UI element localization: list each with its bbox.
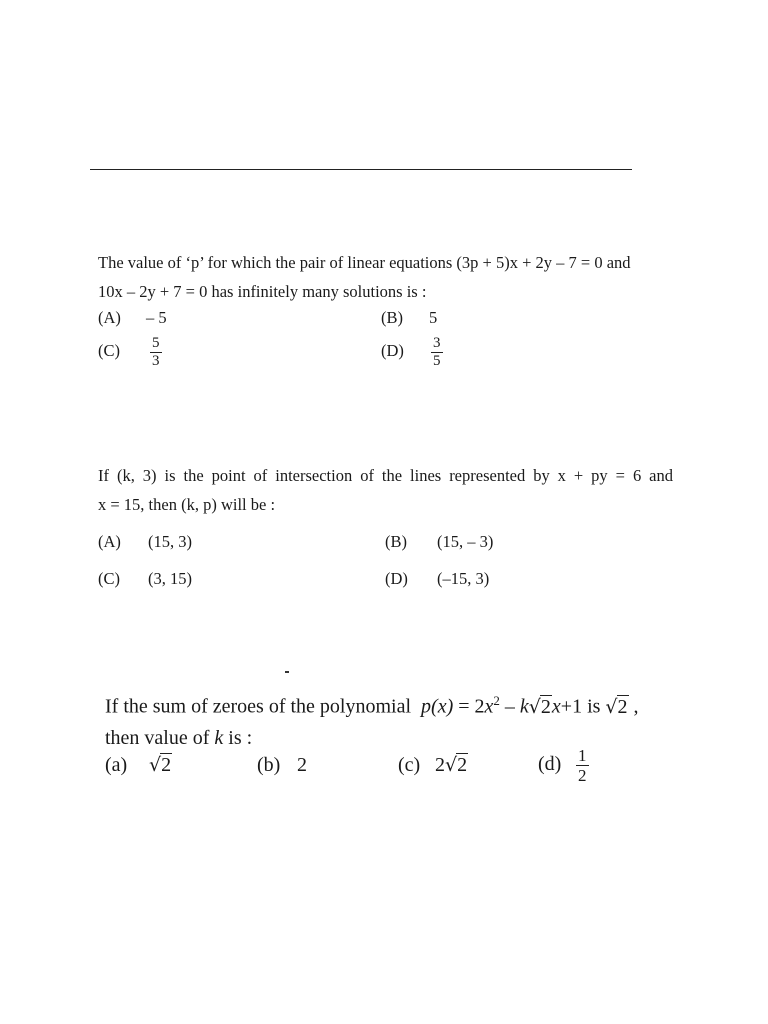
stem-text: , xyxy=(628,695,639,718)
fraction-numerator: 1 xyxy=(578,746,587,765)
question-3 xyxy=(105,685,705,785)
sqrt-sign: √ xyxy=(528,695,541,718)
option-value: 2 xyxy=(297,754,307,776)
option-label: (d) xyxy=(538,753,562,776)
fraction xyxy=(431,336,443,369)
question-2-option-d[interactable] xyxy=(385,569,489,589)
question-1-option-d[interactable] xyxy=(381,336,443,369)
question-1-stem xyxy=(98,248,673,306)
question-1-stem-line-1: The value of ‘p’ for which the pair of linear equations (3p + 5)x + 2y – 7 = 0 and xyxy=(98,253,631,272)
stem-text: then value of xyxy=(105,726,215,749)
question-3-stem xyxy=(105,685,705,754)
question-2 xyxy=(98,461,673,588)
fraction-denominator: 2 xyxy=(578,766,587,785)
option-value: (–15, 3) xyxy=(437,569,490,588)
sqrt xyxy=(445,754,468,777)
question-1-option-b[interactable] xyxy=(381,308,437,328)
polynomial-exponent: 2 xyxy=(493,693,500,708)
question-1-stem-line-2: 10x – 2y + 7 = 0 has infinitely many solutions is : xyxy=(98,282,427,301)
question-2-stem-line-1: If (k, 3) is the point of intersection of the lines represented by x + py = 6 and xyxy=(98,466,673,485)
question-3-option-b[interactable] xyxy=(257,754,307,777)
option-label: (B) xyxy=(385,532,407,551)
polynomial-variable: x xyxy=(484,695,494,718)
sqrt-radicand: 2 xyxy=(457,754,468,776)
question-3-option-c[interactable] xyxy=(398,754,468,777)
sqrt-radicand: 2 xyxy=(617,695,628,718)
option-label: (A) xyxy=(98,532,121,551)
fraction xyxy=(150,336,162,369)
option-label: (C) xyxy=(98,569,120,588)
sqrt-radicand: 2 xyxy=(540,695,551,718)
polynomial-tail: +1 xyxy=(560,695,583,718)
question-2-option-b[interactable] xyxy=(385,532,493,552)
fraction xyxy=(576,747,589,784)
polynomial-minus: – xyxy=(499,695,520,718)
sqrt xyxy=(605,692,628,723)
fraction-numerator: 3 xyxy=(433,335,441,351)
polynomial-equals: = 2 xyxy=(453,695,485,718)
option-label: (D) xyxy=(381,341,404,361)
sqrt-sign: √ xyxy=(605,695,618,718)
option-label: (c) xyxy=(398,754,421,776)
option-value: (15, 3) xyxy=(148,532,192,551)
question-2-option-c[interactable] xyxy=(98,569,192,589)
option-value: – 5 xyxy=(146,308,167,327)
question-2-option-a[interactable] xyxy=(98,532,192,552)
question-3-stem-line-1 xyxy=(105,685,705,723)
option-label: (B) xyxy=(381,308,403,327)
stem-text: If the sum of zeroes of the polynomial xyxy=(105,695,412,718)
sqrt xyxy=(149,754,172,777)
question-1 xyxy=(98,248,673,369)
stem-text: is xyxy=(582,695,606,718)
top-divider-line xyxy=(90,169,632,170)
sqrt-sign: √ xyxy=(149,754,162,776)
stem-text: is : xyxy=(223,726,253,749)
sqrt-sign: √ xyxy=(445,754,458,776)
variable-k: k xyxy=(214,726,224,749)
option-coefficient: 2 xyxy=(435,754,445,776)
stray-mark xyxy=(285,671,289,673)
option-label: (A) xyxy=(98,308,121,327)
fraction-denominator: 3 xyxy=(152,353,160,369)
sqrt xyxy=(529,692,552,723)
option-label: (D) xyxy=(385,569,408,588)
question-1-option-c[interactable] xyxy=(98,336,162,369)
polynomial-name: p(x) xyxy=(421,695,454,718)
option-label: (b) xyxy=(257,754,281,776)
option-label: (C) xyxy=(98,341,120,361)
question-3-option-d[interactable] xyxy=(538,747,589,784)
option-label: (a) xyxy=(105,754,128,776)
question-2-stem xyxy=(98,461,673,519)
fraction-denominator: 5 xyxy=(433,353,441,369)
option-value: 5 xyxy=(429,308,438,327)
sqrt-radicand: 2 xyxy=(161,754,172,776)
question-2-stem-line-2: x = 15, then (k, p) will be : xyxy=(98,495,276,514)
question-3-option-a[interactable] xyxy=(105,754,172,777)
polynomial-k: k xyxy=(519,695,529,718)
option-value: (3, 15) xyxy=(148,569,192,588)
question-3-stem-line-2 xyxy=(105,723,705,754)
fraction-numerator: 5 xyxy=(152,335,160,351)
option-value: (15, – 3) xyxy=(437,532,494,551)
polynomial-variable: x xyxy=(551,695,561,718)
question-1-option-a[interactable] xyxy=(98,308,167,328)
